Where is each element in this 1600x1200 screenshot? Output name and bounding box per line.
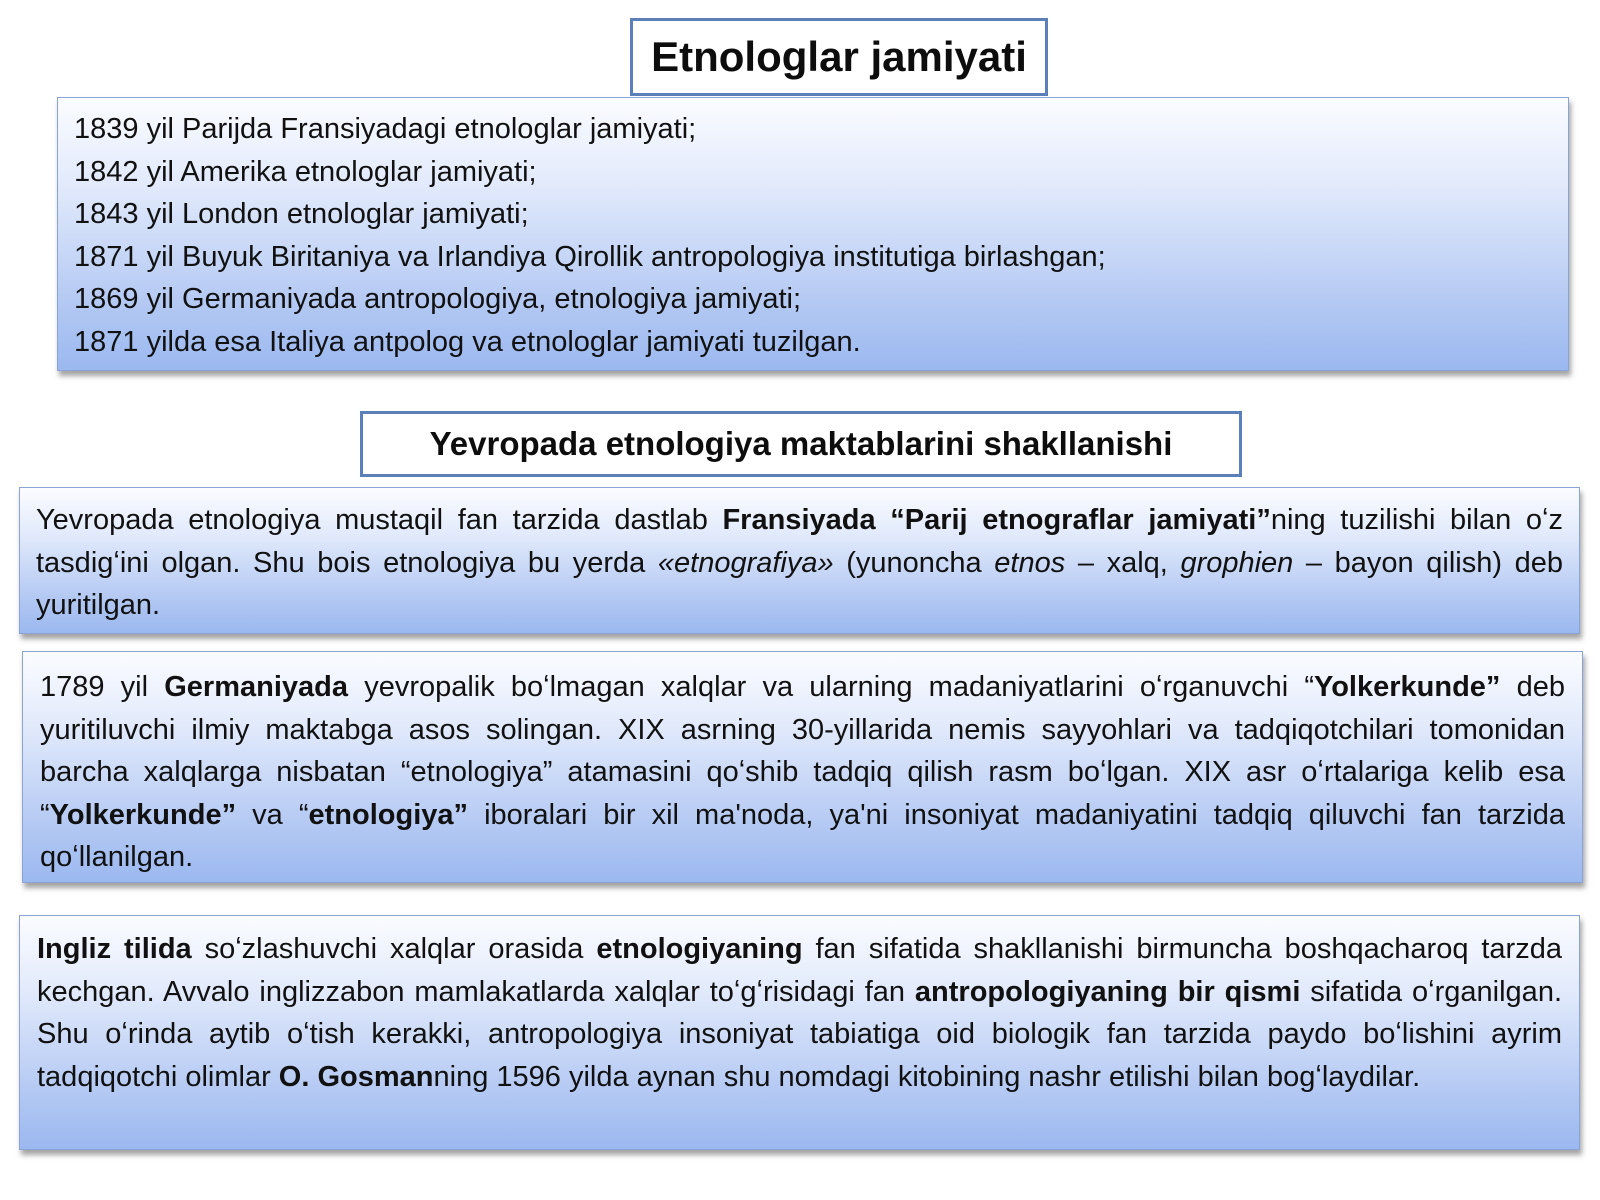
text-segment: – xalq, bbox=[1065, 546, 1181, 579]
list-item: 1839 yil Parijda Fransiyadagi etnologlar jamiyati; bbox=[74, 113, 697, 145]
italic-text: grophien bbox=[1180, 546, 1294, 579]
bold-text: etnologiya” bbox=[308, 798, 469, 831]
list-item: 1871 yil Buyuk Biritaniya va Irlandiya Qirollik antropologiya institutiga birlashgan; bbox=[74, 240, 1106, 273]
germany-paragraph-panel bbox=[22, 651, 1583, 883]
societies-list-panel bbox=[57, 97, 1569, 371]
bold-text: Ingliz tilida bbox=[37, 933, 192, 965]
france-paragraph-panel bbox=[19, 487, 1580, 634]
italic-text: etnos bbox=[994, 546, 1066, 579]
italic-text: «etnografiya» bbox=[657, 546, 834, 579]
list-item: 1869 yil Germaniyada antropologiya, etnologiya jamiyati; bbox=[74, 283, 802, 315]
text-segment: sifatida oʻrganilgan. Shu oʻrinda aytib oʻtish kerakki, antropologiya insoniyat tabiatiga oid biologik fan tarzida paydo boʻlishini ayrim tadqiqotchi olimlar bbox=[37, 975, 1562, 1093]
text-segment: ning 1596 yilda aynan shu nomdagi kitobining nashr etilishi bilan bogʻlaydilar. bbox=[433, 1060, 1421, 1093]
list-item: 1871 yilda esa Italiya antpolog va etnologlar jamiyati tuzilgan. bbox=[74, 325, 861, 358]
text-segment: 1789 yil bbox=[40, 671, 165, 703]
heading-yevropada-maktablar: Yevropada etnologiya maktablarini shakllanishi bbox=[360, 411, 1242, 477]
english-paragraph-panel bbox=[19, 915, 1580, 1150]
text-segment: Yevropada etnologiya mustaqil fan tarzida dastlab bbox=[36, 504, 723, 536]
text-segment: ning tuzilishi bilan oʻz tasdigʻini olgan. Shu bois etnologiya bu yerda bbox=[36, 504, 1563, 579]
text-segment: iboralari bir xil ma'noda, ya'ni insoniyat madaniyatini tadqiq qiluvchi fan tarzida qoʻllanilgan. bbox=[40, 798, 1565, 873]
bold-text: Yolkerkunde” bbox=[1314, 671, 1501, 703]
text-segment: (yunoncha bbox=[833, 546, 995, 579]
bold-text: Fransiyada “Parij etnograflar jamiyati” bbox=[722, 504, 1271, 536]
text-segment: deb yuritiluvchi ilmiy maktabga asos solingan. XIX asrning 30-yillarida nemis sayyohlari va tadqiqotchilari tomonidan barcha xalqlarga nisbatan “etnologiya” atamasini qoʻshib tadqiq qilish rasm boʻlgan. XIX asr oʻrtalariga kelib esa “ bbox=[40, 671, 1565, 831]
bold-text: etnologiyaning bbox=[596, 933, 803, 965]
text-segment: soʻzlashuvchi xalqlar orasida bbox=[191, 933, 597, 965]
text-segment: yevropalik boʻlmagan xalqlar va ularning madaniyatlarini oʻrganuvchi “ bbox=[348, 671, 1315, 703]
list-item: 1842 yil Amerika etnologlar jamiyati; bbox=[74, 155, 537, 188]
bold-text: Yolkerkunde” bbox=[49, 798, 237, 831]
list-item: 1843 yil London etnologlar jamiyati; bbox=[74, 198, 529, 230]
bold-text: O. Gosman bbox=[278, 1060, 434, 1093]
text-segment: – bayon qilish) deb yuritilgan. bbox=[36, 546, 1563, 621]
text-segment: va “ bbox=[236, 798, 309, 831]
bold-text: antropologiyaning bir qismi bbox=[914, 975, 1301, 1008]
heading-etnologlar-jamiyati: Etnologlar jamiyati bbox=[630, 18, 1048, 96]
text-segment: fan sifatida shakllanishi birmuncha boshqacharoq tarzda kechgan. Avvalo inglizzabon mamlakatlarda xalqlar toʻgʻrisidagi fan bbox=[37, 933, 1562, 1008]
bold-text: Germaniyada bbox=[164, 671, 349, 703]
